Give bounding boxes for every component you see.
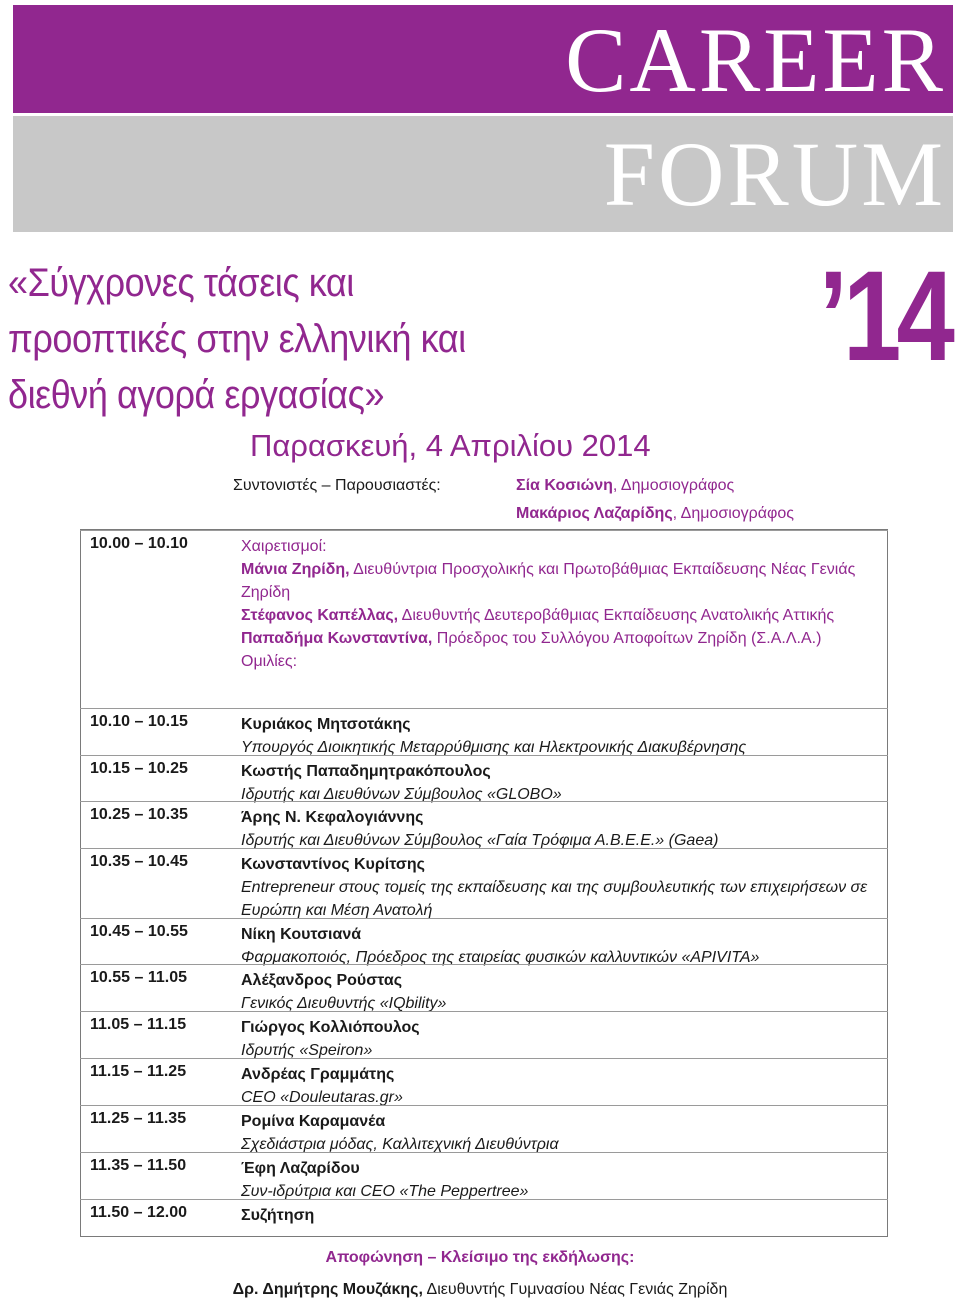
- schedule-row: [80, 1152, 888, 1199]
- speaker-role: Υπουργός Διοικητικής Μεταρρύθμισης και Ηλεκτρονικής Διακυβέρνησης: [241, 739, 747, 756]
- career-title: CAREER: [565, 9, 946, 111]
- speaker-role: Entrepreneur στους τομείς της εκπαίδευσης και της συμβουλευτικής των επιχειρήσεων σε Ευρώπη και Μέση Ανατολή: [241, 879, 868, 919]
- schedule-row: [80, 848, 888, 918]
- event-date: Παρασκευή, 4 Απριλίου 2014: [250, 428, 651, 463]
- schedule-row: [80, 1105, 888, 1152]
- talk-content: [241, 713, 876, 759]
- speaker-name: Γιώργος Κολλιόπουλος: [241, 1019, 420, 1036]
- speaker-name: Αλέξανδρος Ρούστας: [241, 972, 403, 989]
- talk-content: [241, 1063, 876, 1109]
- speaker-role: Πρόεδρος του Συλλόγου Αποφοίτων Ζηρίδη (Σ.Α.Λ.Α.): [432, 630, 822, 647]
- moderator: [516, 505, 794, 523]
- time-slot: 11.50 – 12.00: [90, 1204, 187, 1221]
- schedule-row: [80, 755, 888, 801]
- schedule-row: [80, 964, 888, 1011]
- moderators-label: Συντονιστές – Παρουσιαστές:: [233, 477, 441, 494]
- speaker-name: Ανδρέας Γραμμάτης: [241, 1066, 395, 1083]
- talks-label: Ομιλίες:: [241, 653, 298, 670]
- moderator-name: Σία Κοσιώνη: [516, 477, 613, 494]
- speaker-name: Νίκη Κουτσιανά: [241, 926, 362, 943]
- event-subtitle: [8, 255, 548, 423]
- speaker-name: Κυριάκος Μητσοτάκης: [241, 716, 411, 733]
- speaker-name: Κωνσταντίνος Κυρίτσης: [241, 856, 425, 873]
- talk-content: [241, 760, 876, 806]
- time-slot: 10.25 – 10.35: [90, 806, 188, 823]
- closing-speaker-role: Διευθυντής Γυμνασίου Νέας Γενιάς Ζηρίδη: [422, 1281, 728, 1298]
- speaker-role: Ιδρυτής και Διευθύνων Σύμβουλος «Γαία Τρόφιμα Α.Β.Ε.Ε.» (Gaea): [241, 832, 719, 849]
- time-slot: 10.55 – 11.05: [90, 969, 187, 986]
- subtitle-line: προοπτικές στην ελληνική και: [8, 317, 466, 361]
- time-slot: 11.15 – 11.25: [90, 1063, 187, 1080]
- speaker-name: Άρης Ν. Κεφαλογιάννης: [241, 809, 424, 826]
- schedule-row: [80, 801, 888, 848]
- time-slot: 11.05 – 11.15: [90, 1016, 187, 1033]
- closing-speaker: [0, 1281, 960, 1299]
- subtitle-line: διεθνή αγορά εργασίας»: [8, 373, 385, 417]
- talk-content: [241, 1204, 876, 1227]
- time-slot: 10.45 – 10.55: [90, 923, 188, 940]
- talk-content: [241, 806, 876, 852]
- closing-speaker-name: Δρ. Δημήτρης Μουζάκης,: [232, 1281, 423, 1298]
- schedule-row: [80, 1199, 888, 1237]
- speaker-role: Φαρμακοποιός, Πρόεδρος της εταιρείας φυσικών καλλυντικών «APIVITA»: [241, 949, 760, 966]
- time-slot: 10.15 – 10.25: [90, 760, 188, 777]
- talk-content: [241, 853, 876, 922]
- welcome-label: Χαιρετισμοί:: [241, 538, 327, 555]
- speaker-role: Γενικός Διευθυντής «IQbility»: [241, 995, 447, 1012]
- speaker-name: Έφη Λαζαρίδου: [241, 1160, 360, 1177]
- speaker-role: Ιδρυτής «Speiron»: [241, 1042, 373, 1059]
- schedule-row: [80, 708, 888, 755]
- speaker-name: Ρομίνα Καραμανέα: [241, 1113, 386, 1130]
- time-slot: 11.35 – 11.50: [90, 1157, 187, 1174]
- speaker-name: Παπαδήμα Κωνσταντίνα,: [241, 630, 433, 647]
- speaker-name: Συζήτηση: [241, 1207, 315, 1224]
- talk-content: [241, 923, 876, 969]
- speaker-role: Διευθύντρια Προσχολικής και Πρωτοβάθμιας Εκπαίδευσης Νέας Γενιάς Ζηρίδη: [241, 561, 856, 601]
- welcome-speaker: [241, 558, 876, 604]
- speaker-name: Μάνια Ζηρίδη,: [241, 561, 350, 578]
- moderator: [516, 477, 734, 495]
- closing-label: Αποφώνηση – Κλείσιμο της εκδήλωσης:: [325, 1249, 635, 1266]
- schedule-row: [80, 1011, 888, 1058]
- speaker-name: Κωστής Παπαδημητρακόπουλος: [241, 763, 491, 780]
- time-slot: 10.35 – 10.45: [90, 853, 188, 870]
- time-slot: 10.10 – 10.15: [90, 713, 188, 730]
- welcome-content: [241, 535, 876, 673]
- speaker-role: Ιδρυτής και Διευθύνων Σύμβουλος «GLOBO»: [241, 786, 562, 803]
- speaker-role: Συν-ιδρύτρια και CEO «The Peppertree»: [241, 1183, 529, 1200]
- speaker-role: Σχεδιάστρια μόδας, Καλλιτεχνική Διευθύντρια: [241, 1136, 559, 1153]
- speaker-role: CEO «Douleutaras.gr»: [241, 1089, 403, 1106]
- year-mark: ’14: [818, 245, 950, 388]
- speaker-role: Διευθυντής Δευτεροβάθμιας Εκπαίδευσης Ανατολικής Αττικής: [398, 607, 835, 624]
- time-slot: 11.25 – 11.35: [90, 1110, 187, 1127]
- talk-content: [241, 969, 876, 1015]
- talk-content: [241, 1157, 876, 1203]
- schedule-row: [80, 1058, 888, 1105]
- forum-title: FORUM: [603, 123, 946, 225]
- moderator-role: , Δημοσιογράφος: [612, 477, 735, 494]
- speaker-name: Στέφανος Καπέλλας,: [241, 607, 399, 624]
- schedule-row: [80, 918, 888, 964]
- talk-content: [241, 1110, 876, 1156]
- welcome-speaker: [241, 604, 876, 627]
- moderator-role: , Δημοσιογράφος: [672, 505, 795, 522]
- subtitle-line: «Σύγχρονες τάσεις και: [8, 261, 354, 305]
- talk-content: [241, 1016, 876, 1062]
- welcome-speaker: [241, 627, 876, 650]
- moderator-name: Μακάριος Λαζαρίδης: [516, 505, 673, 522]
- time-slot: 10.00 – 10.10: [90, 535, 188, 552]
- schedule-row-welcome: [80, 530, 888, 708]
